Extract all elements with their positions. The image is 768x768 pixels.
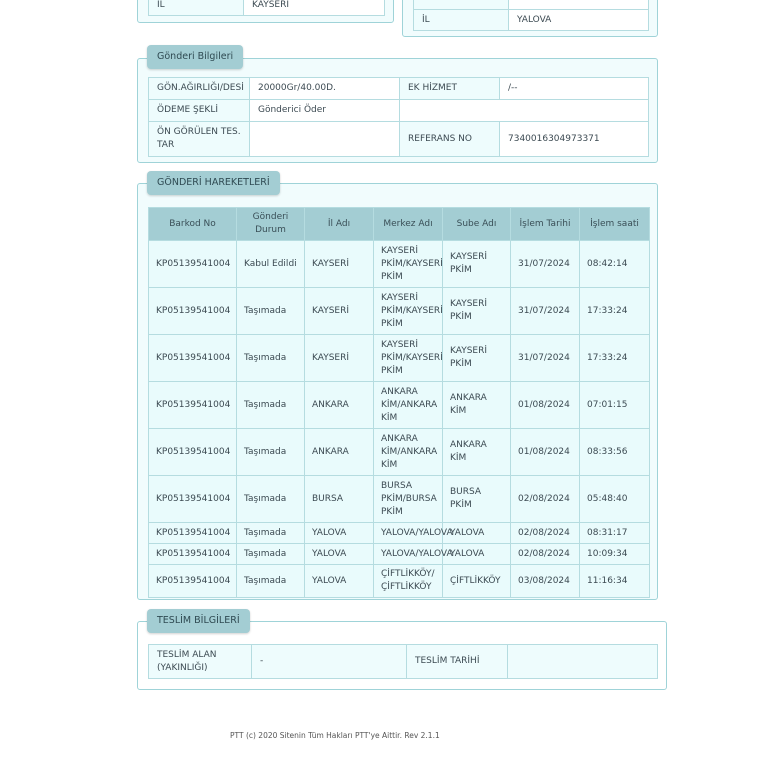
- expected-date-value: [250, 122, 400, 157]
- table-row: [149, 241, 650, 288]
- time-cell: 17:33:24: [580, 335, 650, 382]
- col-barcode: Barkod No: [149, 208, 237, 241]
- table-row: [149, 476, 650, 523]
- status-cell: Kabul Edildi: [237, 241, 305, 288]
- center-cell: KAYSERİ PKİM/KAYSERİ PKİM: [374, 335, 443, 382]
- extra-service-value: /--: [500, 78, 649, 100]
- province-cell: YALOVA: [305, 523, 374, 544]
- expected-date-label: ÖN GÖRÜLEN TES. TAR: [149, 122, 250, 157]
- province-cell: ANKARA: [305, 382, 374, 429]
- time-cell: 11:16:34: [580, 565, 650, 598]
- center-cell: ANKARA KİM/ANKARA KİM: [374, 429, 443, 476]
- destination-province-value: YALOVA: [509, 10, 649, 31]
- barcode-cell: KP05139541004: [149, 241, 237, 288]
- date-cell: 31/07/2024: [511, 335, 580, 382]
- time-cell: 17:33:24: [580, 288, 650, 335]
- payment-row-empty: [400, 100, 649, 122]
- receiver-value: -: [252, 645, 407, 679]
- table-row: [149, 429, 650, 476]
- extra-service-label: EK HİZMET: [400, 78, 500, 100]
- center-cell: ÇİFTLİKKÖY/ ÇİFTLİKKÖY: [374, 565, 443, 598]
- date-cell: 03/08/2024: [511, 565, 580, 598]
- province-value: KAYSERİ: [244, 0, 385, 16]
- movements-title: GÖNDERİ HAREKETLERİ: [147, 171, 280, 195]
- date-cell: 31/07/2024: [511, 288, 580, 335]
- branch-cell: ANKARA KİM: [443, 382, 511, 429]
- date-cell: 02/08/2024: [511, 476, 580, 523]
- barcode-cell: KP05139541004: [149, 565, 237, 598]
- branch-cell: YALOVA: [443, 544, 511, 565]
- barcode-cell: KP05139541004: [149, 335, 237, 382]
- movements-table: [148, 207, 650, 598]
- center-cell: BURSA PKİM/BURSA PKİM: [374, 476, 443, 523]
- top-left-panel: [137, 0, 394, 23]
- branch-cell: KAYSERİ PKİM: [443, 288, 511, 335]
- shipment-info-title: Gönderi Bilgileri: [147, 45, 243, 69]
- province-cell: ANKARA: [305, 429, 374, 476]
- branch-cell: ÇİFTLİKKÖY: [443, 565, 511, 598]
- date-cell: 01/08/2024: [511, 429, 580, 476]
- top-right-row-empty-value: [509, 0, 649, 10]
- barcode-cell: KP05139541004: [149, 429, 237, 476]
- movements-header-row: [149, 208, 650, 241]
- province-cell: YALOVA: [305, 544, 374, 565]
- reference-label: REFERANS NO: [400, 122, 500, 157]
- barcode-cell: KP05139541004: [149, 382, 237, 429]
- time-cell: 08:42:14: [580, 241, 650, 288]
- date-cell: 02/08/2024: [511, 544, 580, 565]
- province-cell: KAYSERİ: [305, 241, 374, 288]
- date-cell: 02/08/2024: [511, 523, 580, 544]
- col-center: Merkez Adı: [374, 208, 443, 241]
- time-cell: 05:48:40: [580, 476, 650, 523]
- table-row: [149, 523, 650, 544]
- province-cell: KAYSERİ: [305, 335, 374, 382]
- time-cell: 10:09:34: [580, 544, 650, 565]
- barcode-cell: KP05139541004: [149, 476, 237, 523]
- status-cell: Taşımada: [237, 565, 305, 598]
- center-cell: KAYSERİ PKİM/KAYSERİ PKİM: [374, 288, 443, 335]
- branch-cell: ANKARA KİM: [443, 429, 511, 476]
- col-time: İşlem saati: [580, 208, 650, 241]
- status-cell: Taşımada: [237, 382, 305, 429]
- weight-label: GÖN.AĞIRLIĞI/DESİ: [149, 78, 250, 100]
- date-cell: 01/08/2024: [511, 382, 580, 429]
- receiver-label: TESLİM ALAN (YAKINLIĞI): [149, 645, 252, 679]
- center-cell: YALOVA/YALOVA: [374, 523, 443, 544]
- payment-label: ÖDEME ŞEKLİ: [149, 100, 250, 122]
- barcode-cell: KP05139541004: [149, 288, 237, 335]
- time-cell: 08:33:56: [580, 429, 650, 476]
- col-branch: Sube Adı: [443, 208, 511, 241]
- weight-value: 20000Gr/40.00D.: [250, 78, 400, 100]
- delivery-info-table: [148, 644, 658, 679]
- status-cell: Taşımada: [237, 429, 305, 476]
- payment-value: Gönderici Öder: [250, 100, 400, 122]
- branch-cell: KAYSERİ PKİM: [443, 335, 511, 382]
- branch-cell: KAYSERİ PKİM: [443, 241, 511, 288]
- movements-panel: [137, 183, 658, 600]
- province-cell: KAYSERİ: [305, 288, 374, 335]
- shipment-info-table: [148, 77, 649, 157]
- status-cell: Taşımada: [237, 523, 305, 544]
- barcode-cell: KP05139541004: [149, 544, 237, 565]
- top-right-table: [413, 0, 649, 31]
- table-row: [149, 544, 650, 565]
- branch-cell: BURSA PKİM: [443, 476, 511, 523]
- province-cell: BURSA: [305, 476, 374, 523]
- table-row: [149, 565, 650, 598]
- status-cell: Taşımada: [237, 476, 305, 523]
- delivery-date-label: TESLİM TARİHİ: [407, 645, 508, 679]
- date-cell: 31/07/2024: [511, 241, 580, 288]
- status-cell: Taşımada: [237, 335, 305, 382]
- center-cell: KAYSERİ PKİM/KAYSERİ PKİM: [374, 241, 443, 288]
- destination-province-label: İL: [414, 10, 509, 31]
- delivery-info-title: TESLİM BİLGİLERİ: [147, 609, 250, 633]
- col-province: İl Adı: [305, 208, 374, 241]
- branch-cell: YALOVA: [443, 523, 511, 544]
- center-cell: YALOVA/YALOVA: [374, 544, 443, 565]
- status-cell: Taşımada: [237, 544, 305, 565]
- top-right-row-empty-label: [414, 0, 509, 10]
- col-date: İşlem Tarihi: [511, 208, 580, 241]
- top-left-table: [148, 0, 385, 16]
- table-row: [149, 288, 650, 335]
- center-cell: ANKARA KİM/ANKARA KİM: [374, 382, 443, 429]
- reference-value: 7340016304973371: [500, 122, 649, 157]
- top-right-panel: [402, 0, 658, 37]
- shipment-info-panel: [137, 58, 658, 163]
- col-status: Gönderi Durum: [237, 208, 305, 241]
- footer-copyright: PTT (c) 2020 Sitenin Tüm Hakları PTT'ye Aittir. Rev 2.1.1: [230, 731, 440, 740]
- time-cell: 08:31:17: [580, 523, 650, 544]
- time-cell: 07:01:15: [580, 382, 650, 429]
- province-cell: YALOVA: [305, 565, 374, 598]
- delivery-date-value: [508, 645, 658, 679]
- table-row: [149, 382, 650, 429]
- table-row: [149, 335, 650, 382]
- barcode-cell: KP05139541004: [149, 523, 237, 544]
- status-cell: Taşımada: [237, 288, 305, 335]
- province-label: İL: [149, 0, 244, 16]
